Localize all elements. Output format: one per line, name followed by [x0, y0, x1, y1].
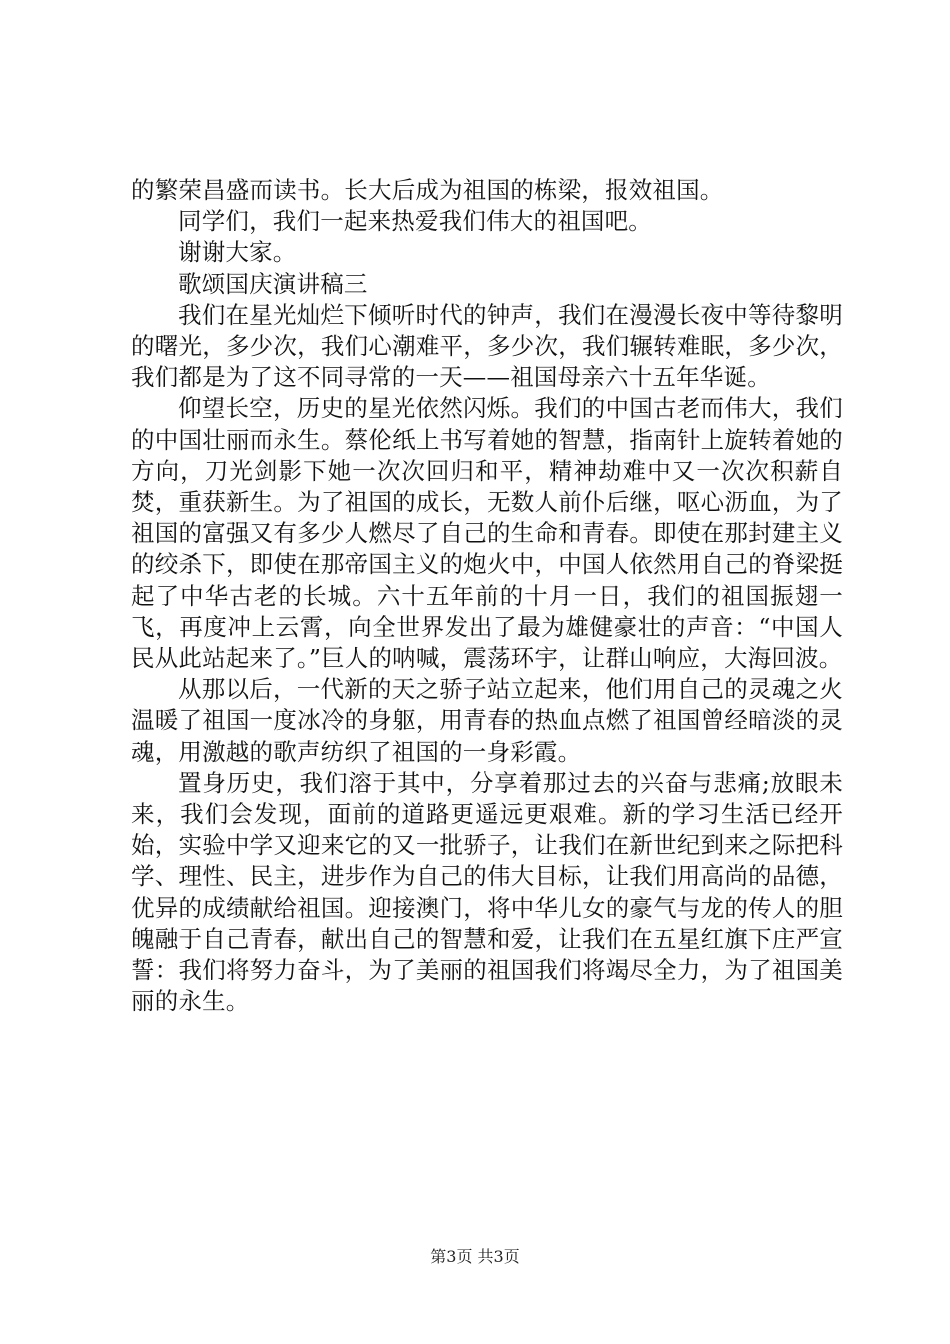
paragraph-1: 的繁荣昌盛而读书。长大后成为祖国的栋梁，报效祖国。 [131, 176, 724, 204]
paragraph-6: 仰望长空，历史的星光依然闪烁。我们的中国古老而伟大，我们的中国壮丽而永生。蔡伦纸上书写着她的智慧，指南针上旋转着她的方向，刀光剑影下她一次次回归和平，精神劫难中又一次次积薪自焚，重获新生。为了祖国的成长，无数人前仆后继，呕心沥血，为了祖国的富强又有多少人燃尽了自己的生命和青春。即使在那封建主义的绞杀下，即使在那帝国主义的炮火中，中国人依然用自己的脊梁挺起了中华古老的长城。六十五年前的十月一日，我们的祖国振翅一飞，再度冲上云霄，向全世界发出了最为雄健豪壮的声音：“中国人民从此站起来了。”巨人的呐喊，震荡环宇，让群山响应，大海回波。 [131, 394, 843, 673]
section-heading: 歌颂国庆演讲稿三 [178, 269, 368, 298]
paragraph-8: 置身历史，我们溶于其中，分享着那过去的兴奋与悲痛;放眼未来，我们会发现，面前的道路更遥远更艰难。新的学习生活已经开始，实验中学又迎来它的又一批骄子，让我们在新世纪到来之际把科学、理性、民主，进步作为自己的伟大目标，让我们用高尚的品德，优异的成绩献给祖国。迎接澳门，将中华儿女的豪气与龙的传人的胆魄融于自己青春，献出自己的智慧和爱，让我们在五星红旗下庄严宣誓：我们将努力奋斗，为了美丽的祖国我们将竭尽全力，为了祖国美丽的永生。 [131, 768, 843, 1016]
paragraph-3: 谢谢大家。 [178, 238, 297, 267]
paragraph-2: 同学们，我们一起来热爱我们伟大的祖国吧。 [178, 207, 652, 236]
page-footer: 第3页 共3页 [430, 1247, 520, 1266]
paragraph-7: 从那以后，一代新的天之骄子站立起来，他们用自己的灵魂之火温暖了祖国一度冰冷的身躯，用青春的热血点燃了祖国曾经暗淡的灵魂，用激越的歌声纺织了祖国的一身彩霞。 [131, 675, 843, 766]
paragraph-5: 我们在星光灿烂下倾听时代的钟声，我们在漫漫长夜中等待黎明的曙光，多少次，我们心潮难平，多少次，我们辗转难眠，多少次，我们都是为了这不同寻常的一天——祖国母亲六十五年华诞。 [131, 300, 843, 392]
document-body [131, 175, 843, 1017]
